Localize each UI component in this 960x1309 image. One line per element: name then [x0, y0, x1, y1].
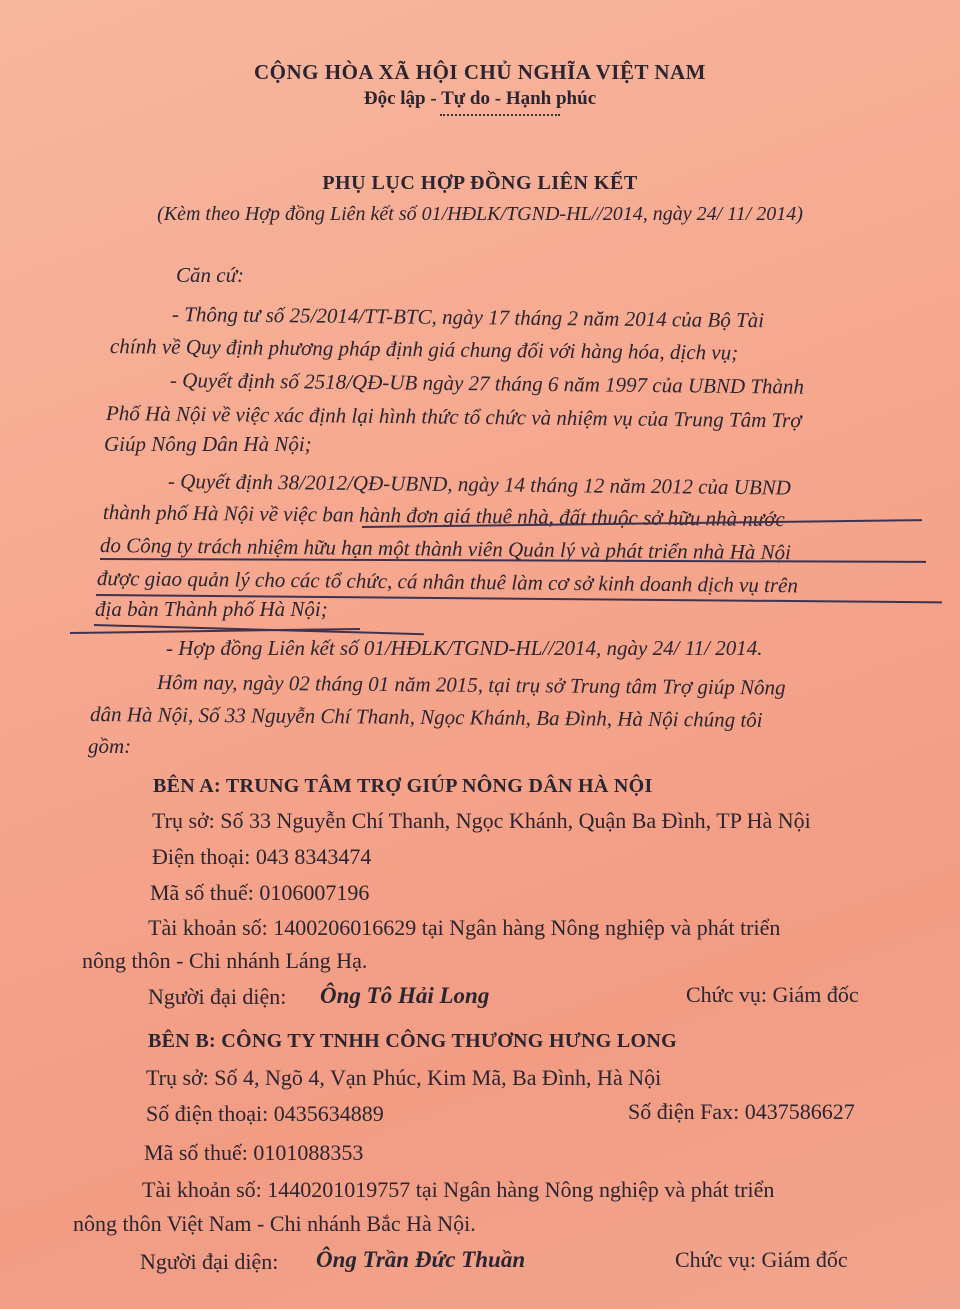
party-b-account-line-1: Tài khoản số: 1440201019757 tại Ngân hàng Nông nghiệp và phát triển	[142, 1177, 775, 1202]
basis-item-4: - Hợp đồng Liên kết số 01/HĐLK/TGND-HL//2014, ngày 24/ 11/ 2014.	[166, 636, 763, 660]
basis-item-3-line-2: thành phố Hà Nội về việc ban hành đơn giá thuê nhà, đất thuộc sở hữu nhà nước	[102, 500, 785, 532]
basis-item-1-line-1: - Thông tư số 25/2014/TT-BTC, ngày 17 tháng 2 năm 2014 của Bộ Tài	[171, 302, 765, 333]
party-a-phone: Điện thoại: 043 8343474	[152, 844, 372, 869]
party-a-address: Trụ sở: Số 33 Nguyễn Chí Thanh, Ngọc Khánh, Quận Ba Đình, TP Hà Nội	[152, 808, 811, 833]
party-a-rep-name: Ông Tô Hải Long	[320, 983, 490, 1008]
party-b-account-line-2: nông thôn Việt Nam - Chi nhánh Bắc Hà Nội.	[73, 1211, 476, 1236]
party-b-address: Trụ sở: Số 4, Ngõ 4, Vạn Phúc, Kim Mã, Ba Đình, Hà Nội	[146, 1065, 662, 1090]
party-b-fax: Số điện Fax: 0437586627	[628, 1099, 855, 1124]
basis-item-2-line-3: Giúp Nông Dân Hà Nội;	[104, 432, 312, 456]
document-subtitle: (Kèm theo Hợp đồng Liên kết số 01/HĐLK/TGND-HL//2014, ngày 24/ 11/ 2014)	[157, 203, 803, 225]
today-line-2: dân Hà Nội, Số 33 Nguyễn Chí Thanh, Ngọc Khánh, Ba Đình, Hà Nội chúng tôi	[89, 702, 763, 732]
basis-item-2-line-1: - Quyết định số 2518/QĐ-UB ngày 27 tháng 6 năm 1997 của UBND Thành	[169, 368, 805, 399]
basis-item-3-line-5: địa bàn Thành phố Hà Nội;	[95, 597, 328, 621]
basis-item-3-line-1: - Quyết định 38/2012/QĐ-UBND, ngày 14 tháng 12 năm 2012 của UBND	[167, 469, 792, 500]
national-motto: Độc lập - Tự do - Hạnh phúc	[363, 88, 597, 109]
basis-item-3-line-4: được giao quản lý cho các tổ chức, cá nhân thuê làm cơ sở kinh doanh dịch vụ trên	[96, 566, 799, 598]
party-b-phone: Số điện thoại: 0435634889	[146, 1101, 384, 1126]
national-header: CỘNG HÒA XÃ HỘI CHỦ NGHĨA VIỆT NAM	[253, 60, 707, 84]
basis-item-1-line-2: chính về Quy định phương pháp định giá chung đối với hàng hóa, dịch vụ;	[109, 334, 739, 365]
header-divider	[440, 114, 560, 116]
party-b-rep-name: Ông Trần Đức Thuần	[316, 1247, 526, 1272]
party-b-tax: Mã số thuế: 0101088353	[144, 1140, 364, 1165]
basis-item-2-line-2: Phố Hà Nội về việc xác định lại hình thức tổ chức và nhiệm vụ của Trung Tâm Trợ	[105, 401, 802, 433]
basis-item-3-line-3: do Công ty trách nhiệm hữu hạn một thành viên Quản lý và phát triển nhà Hà Nội	[99, 533, 792, 565]
basis-heading: Căn cứ:	[176, 263, 245, 287]
party-a-account-line-2: nông thôn - Chi nhánh Láng Hạ.	[82, 948, 368, 973]
party-b-position: Chức vụ: Giám đốc	[675, 1247, 848, 1272]
party-b-rep-label: Người đại diện:	[140, 1249, 279, 1274]
party-a-heading: BÊN A: TRUNG TÂM TRỢ GIÚP NÔNG DÂN HÀ NỘI	[153, 775, 653, 797]
today-line-1: Hôm nay, ngày 02 tháng 01 năm 2015, tại trụ sở Trung tâm Trợ giúp Nông	[156, 670, 786, 700]
today-line-3: gồm:	[88, 734, 132, 758]
party-b-heading: BÊN B: CÔNG TY TNHH CÔNG THƯƠNG HƯNG LONG	[148, 1030, 678, 1052]
party-a-tax: Mã số thuế: 0106007196	[150, 880, 370, 905]
party-a-position: Chức vụ: Giám đốc	[686, 982, 859, 1007]
document-title: PHỤ LỤC HỢP ĐỒNG LIÊN KẾT	[322, 172, 638, 194]
party-a-rep-label: Người đại diện:	[148, 984, 287, 1009]
party-a-account-line-1: Tài khoản số: 1400206016629 tại Ngân hàng Nông nghiệp và phát triển	[148, 915, 781, 940]
